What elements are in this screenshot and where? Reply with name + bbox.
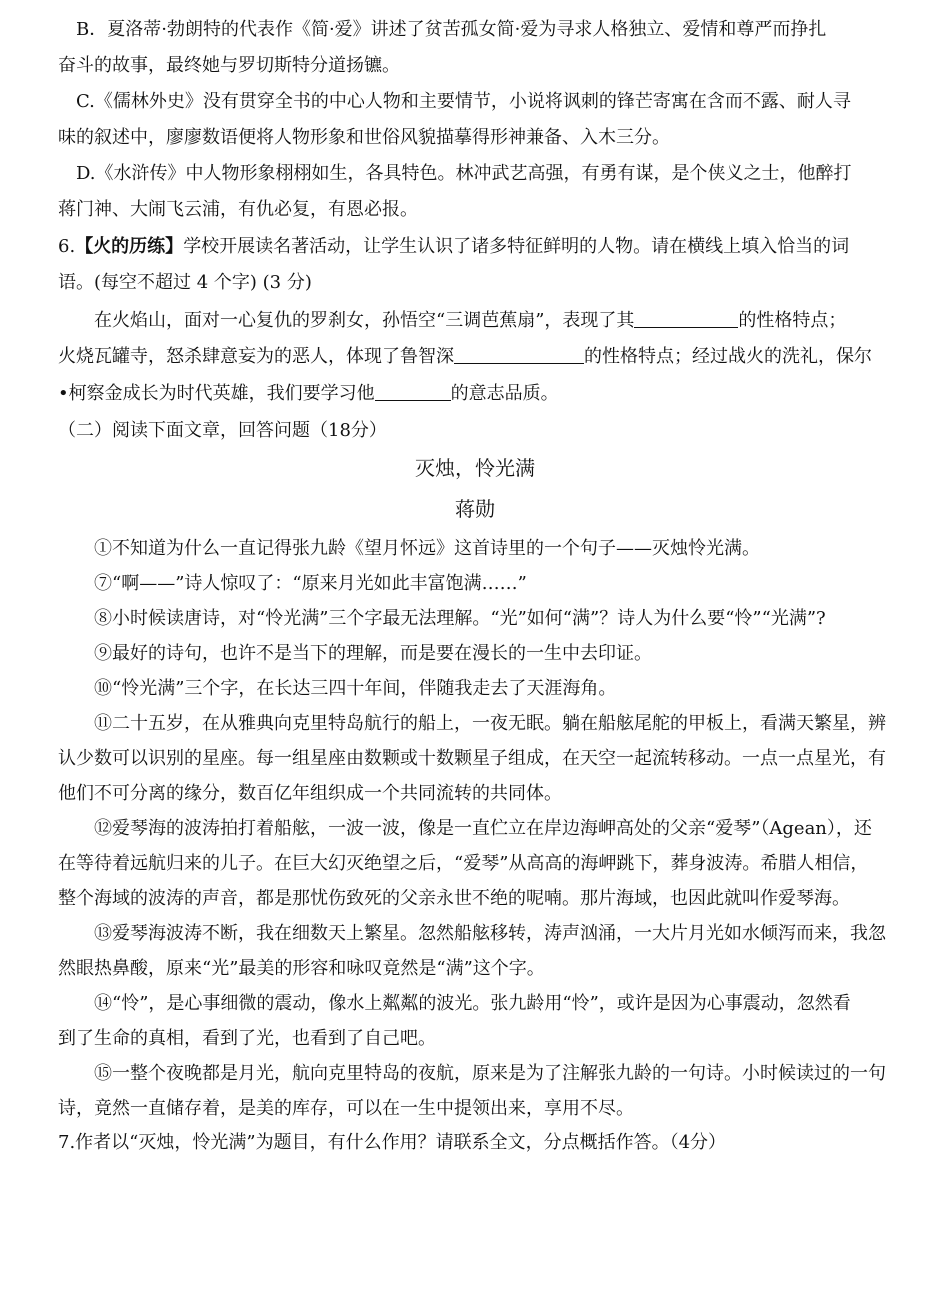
answer-blank-2[interactable]: [454, 345, 584, 364]
paragraph-9: ⑨最好的诗句，也许不是当下的理解，而是要在漫长的一生中去印证。: [94, 643, 652, 664]
paragraph-11-line3: 他们不可分离的缘分，数百亿年组织成一个共同流转的共同体。: [58, 783, 562, 804]
paragraph-12-line1: ⑫爱琴海的波涛拍打着船舷，一波一波，像是一直伫立在岸边海岬高处的父亲“爱琴”（Agean），还: [94, 818, 872, 839]
section-2-heading: （二）阅读下面文章，回答问题（18分）: [58, 420, 387, 441]
option-c-line2: 味的叙述中，廖廖数语便将人物形象和世俗风貌描摹得形神兼备、入木三分。: [58, 127, 670, 148]
question-6-passage-line1: [94, 309, 934, 333]
paragraph-1: ①不知道为什么一直记得张九龄《望月怀远》这首诗里的一个句子——灭烛怜光满。: [94, 538, 760, 559]
passage-text: 的性格特点；: [738, 310, 847, 331]
paragraph-13-line2: 然眼热鼻酸，原来“光”最美的形容和咏叹竟然是“满”这个字。: [58, 958, 545, 979]
paragraph-10: ⑩“怜光满”三个字，在长达三四十年间，伴随我走去了天涯海角。: [94, 678, 617, 699]
answer-blank-1[interactable]: [634, 309, 738, 328]
paragraph-7: ⑦“啊——”诗人惊叹了：“原来月光如此丰富饱满……”: [94, 573, 527, 594]
paragraph-12-line2: 在等待着远航归来的儿子。在巨大幻灭绝望之后，“爱琴”从高高的海岬跳下，葬身波涛。希腊人相信，: [58, 853, 869, 874]
paragraph-11-line2: 认少数可以识别的星座。每一组星座由数颗或十数颗星子组成，在天空一起流转移动。一点一点星光，有: [58, 748, 886, 769]
passage-text: 火烧瓦罐寺，怒杀肆意妄为的恶人，体现了鲁智深: [58, 346, 454, 367]
question-6-number: 6.: [58, 236, 76, 257]
question-7: 7.作者以“灭烛，怜光满”为题目，有什么作用？请联系全文，分点概括作答。（4分）: [58, 1132, 727, 1153]
option-b-line2: 奋斗的故事，最终她与罗切斯特分道扬镳。: [58, 55, 400, 76]
passage-text: •柯察金成长为时代英雄，我们要学习他: [58, 383, 375, 404]
question-6-prompt: [58, 235, 898, 259]
passage-text: 在火焰山，面对一心复仇的罗刹女，孙悟空“三调芭蕉扇”，表现了其: [94, 310, 635, 331]
article-author: 蒋勋: [455, 497, 495, 521]
option-d-line1: D.《水浒传》中人物形象栩栩如生，各具特色。林冲武艺高强，有勇有谋，是个侠义之士，他醉打: [76, 163, 852, 184]
option-b-line1: B．夏洛蒂·勃朗特的代表作《简·爱》讲述了贫苦孤女简·爱为寻求人格独立、爱情和尊严而挣扎: [76, 19, 827, 40]
paragraph-15-line1: ⑮一整个夜晚都是月光，航向克里特岛的夜航，原来是为了注解张九龄的一句诗。小时候读过的一句: [94, 1063, 886, 1084]
paragraph-13-line1: ⑬爱琴海波涛不断，我在细数天上繁星。忽然船舷移转，涛声汹涌，一大片月光如水倾泻而来，我忽: [94, 923, 886, 944]
question-6-tag: 【火的历练】: [75, 236, 184, 257]
answer-blank-3[interactable]: [375, 382, 451, 401]
article-title: 灭烛，怜光满: [415, 456, 535, 480]
paragraph-8: ⑧小时候读唐诗，对“怜光满”三个字最无法理解。“光”如何“满”？诗人为什么要“怜”“光满”?: [94, 608, 826, 629]
question-6-passage-line2: [58, 345, 898, 369]
option-d-line2: 蒋门神、大闹飞云浦，有仇必复，有恩必报。: [58, 199, 418, 220]
paragraph-14-line2: 到了生命的真相，看到了光，也看到了自己吧。: [58, 1028, 436, 1049]
paragraph-12-line3: 整个海域的波涛的声音，都是那忧伤致死的父亲永世不绝的呢喃。那片海域，也因此就叫作爱琴海。: [58, 888, 850, 909]
option-c-line1: C.《儒林外史》没有贯穿全书的中心人物和主要情节，小说将讽刺的锋芒寄寓在含而不露、耐人寻: [76, 91, 851, 112]
question-6-prompt-line2: 语。(每空不超过 4 个字) (3 分): [58, 272, 312, 293]
paragraph-14-line1: ⑭“怜”，是心事细微的震动，像水上粼粼的波光。张九龄用“怜”，或许是因为心事震动，忽然看: [94, 993, 851, 1014]
passage-text: 的意志品质。: [450, 383, 559, 404]
question-6-passage-line3: [58, 382, 898, 406]
passage-text: 的性格特点；经过战火的洗礼，保尔: [584, 346, 872, 367]
question-6-prompt-text: 学校开展读名著活动，让学生认识了诸多特征鲜明的人物。请在横线上填入恰当的词: [183, 236, 850, 257]
paragraph-11-line1: ⑪二十五岁，在从雅典向克里特岛航行的船上，一夜无眠。躺在船舷尾舵的甲板上，看满天繁星，辨: [94, 713, 886, 734]
paragraph-15-line2: 诗，竟然一直储存着，是美的库存，可以在一生中提领出来，享用不尽。: [58, 1098, 634, 1119]
